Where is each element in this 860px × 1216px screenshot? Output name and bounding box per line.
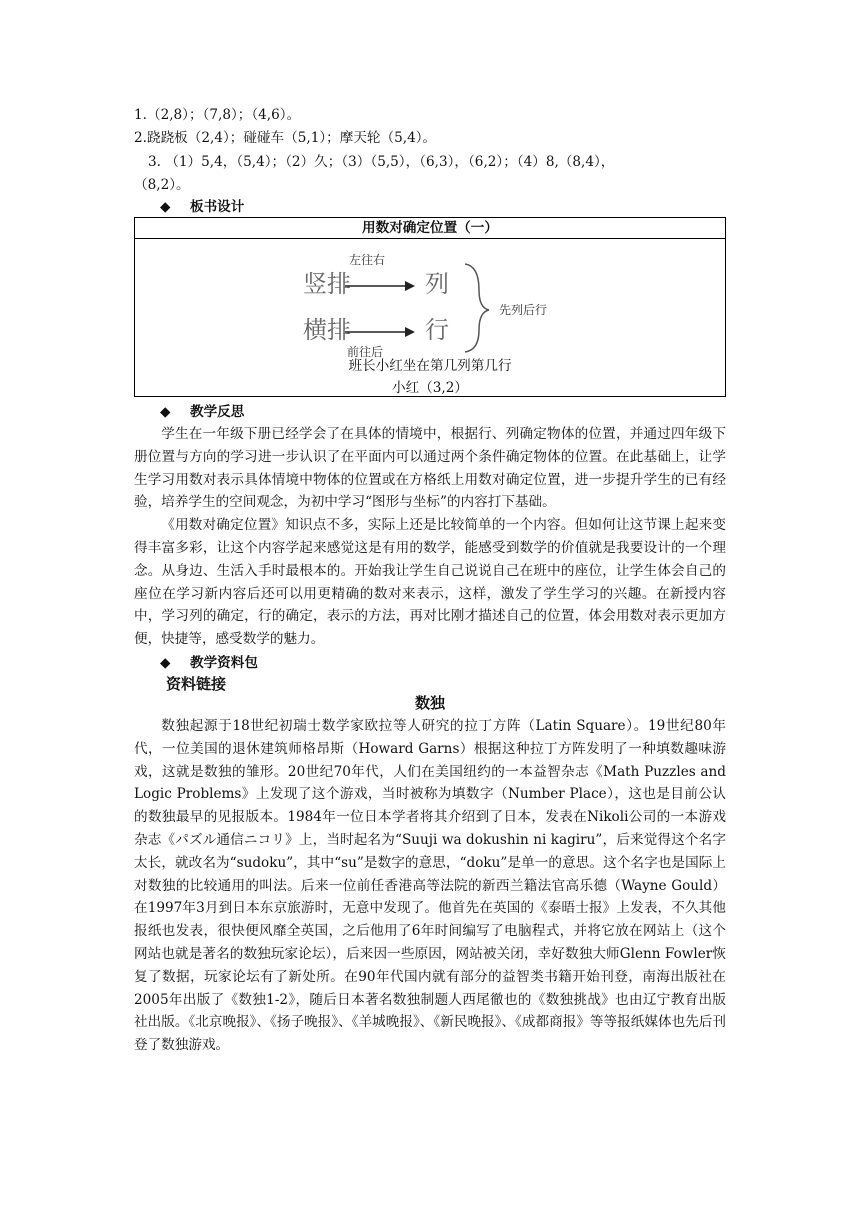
answer-line-2: 2.跷跷板（2,4）；碰碰车（5,1）；摩天轮（5,4）。 — [134, 130, 437, 146]
order-label: 先列后行 — [499, 303, 548, 317]
article-title: 数独 — [414, 694, 445, 712]
resource-subheading: 资料链接 — [166, 675, 227, 693]
reflection-paragraph-2: 《用数对确定位置》知识点不多，实际上还是比较简单的一个内容。但如何让这节课上起来变得丰富多彩，让这个内容学起来感觉这是有用的数学，能感受到数学的价值就是我要设计的一个理念。从身边、生活入手时最根本的。开始我让学生自己说说自己在班中的座位，让学生体会自己的座位在学习新内容后还可以用更精确的数对来表示，这样，激发了学生学习的兴趣。在新授内容中，学习列的确定，行的确定，表示的方法，再对比刚才描述自己的位置，体会用数对表示更加方便，快捷等，感受数学的魅力。 — [134, 517, 726, 648]
board-question: 班长小红坐在第几列第几行 — [348, 358, 512, 374]
article-paragraph: 数独起源于18世纪初瑞士数学家欧拉等人研究的拉丁方阵（Latin Square）。19世纪80年代，一位美国的退休建筑师格昂斯（Howard Garns）根据这种拉丁方阵发明了一种填数趣味游戏，这就是数独的雏形。20世纪70年代，人们在美国纽约的一本益智杂志《Math Puzzles and Logic Problems》上发现了这个游戏，当时被称为填数字（Number Place），这也是目前公认的数独最早的见报版本。1984年一位日本学者将其介绍到了日本，发表在Nikoli公司的一本游戏杂志《パズル通信ニコリ》上，当时起名为“Suuji wa dokushin ni kagiru”，后来觉得这个名字太长，就改名为“sudoku”，其中“su”是数字的意思，“doku”是单一的意思。这个名字也是国际上对数独的比较通用的叫法。后来一位前任香港高等法院的新西兰籍法官高乐德（Wayne Gould）在1997年3月到日本东京旅游时，无意中发现了。他首先在英国的《泰晤士报》上发表，不久其他报纸也发表，很快便风靡全英国，之后他用了6年时间编写了电脑程式，并将它放在网站上（这个网站也就是著名的数独玩家论坛），后来因一些原因，网站被关闭，幸好数独大师Glenn Fowler恢复了数据，玩家论坛有了新处所。在90年代国内就有部分的益智类书籍开始刊登，南海出版社在2005年出版了《数独1-2》，随后日本著名数独制题人西尾徹也的《数独挑战》也由辽宁教育出版社出版。《北京晚报》、《扬子晚报》、《羊城晚报》、《新民晚报》、《成都商报》等等报纸媒体也先后刊登了数独游戏。 — [134, 718, 726, 1054]
section-heading-label: 板书设计 — [190, 199, 245, 215]
brace-icon — [465, 264, 489, 352]
answer-line-1: 1.（2,8）；（7,8）；（4,6）。 — [134, 107, 301, 123]
diamond-bullet-icon: ◆ — [160, 404, 171, 420]
vertical-label: 竖排 — [303, 270, 351, 298]
horizontal-label: 横排 — [303, 316, 351, 344]
diamond-bullet-icon: ◆ — [160, 199, 171, 215]
reflection-paragraph-1: 学生在一年级下册已经学会了在具体的情境中，根据行、列确定物体的位置，并通过四年级下册位置与方向的学习进一步认识了在平面内可以通过两个条件确定物体的位置。在此基础上，让学生学习用数对表示具体情境中物体的位置或在方格纸上用数对确定位置，进一步提升学生的已有经验，培养学生的空间观念，为初中学习“图形与坐标”的内容打下基础。 — [134, 426, 726, 511]
column-label: 列 — [425, 270, 449, 298]
row-arrowhead-icon — [405, 327, 415, 337]
board-title: 用数对确定位置（一） — [135, 218, 725, 239]
board-answer: 小红（3,2） — [392, 380, 468, 396]
section-heading-label: 教学资料包 — [190, 655, 258, 671]
left-to-right-label: 左往右 — [349, 253, 386, 267]
section-heading-label: 教学反思 — [190, 404, 245, 420]
column-arrowhead-icon — [405, 281, 415, 291]
diamond-bullet-icon: ◆ — [160, 655, 171, 671]
reflection-text — [134, 423, 726, 651]
row-label: 行 — [425, 316, 449, 344]
section-heading-resources — [160, 653, 258, 673]
front-to-back-label: 前往后 — [347, 345, 384, 358]
board-design-table — [134, 217, 726, 397]
board-diagram — [285, 240, 585, 358]
answer-line-3: 3. （1）5,4，（5,4）；（2）久；（3）（5,5），（6,3），（6,2）；（4）8,（8,4）， — [148, 154, 615, 170]
section-heading-board — [160, 197, 244, 217]
section-heading-reflection — [160, 402, 244, 422]
article-text — [134, 715, 726, 1057]
answer-line-4: （8,2）。 — [134, 177, 190, 193]
